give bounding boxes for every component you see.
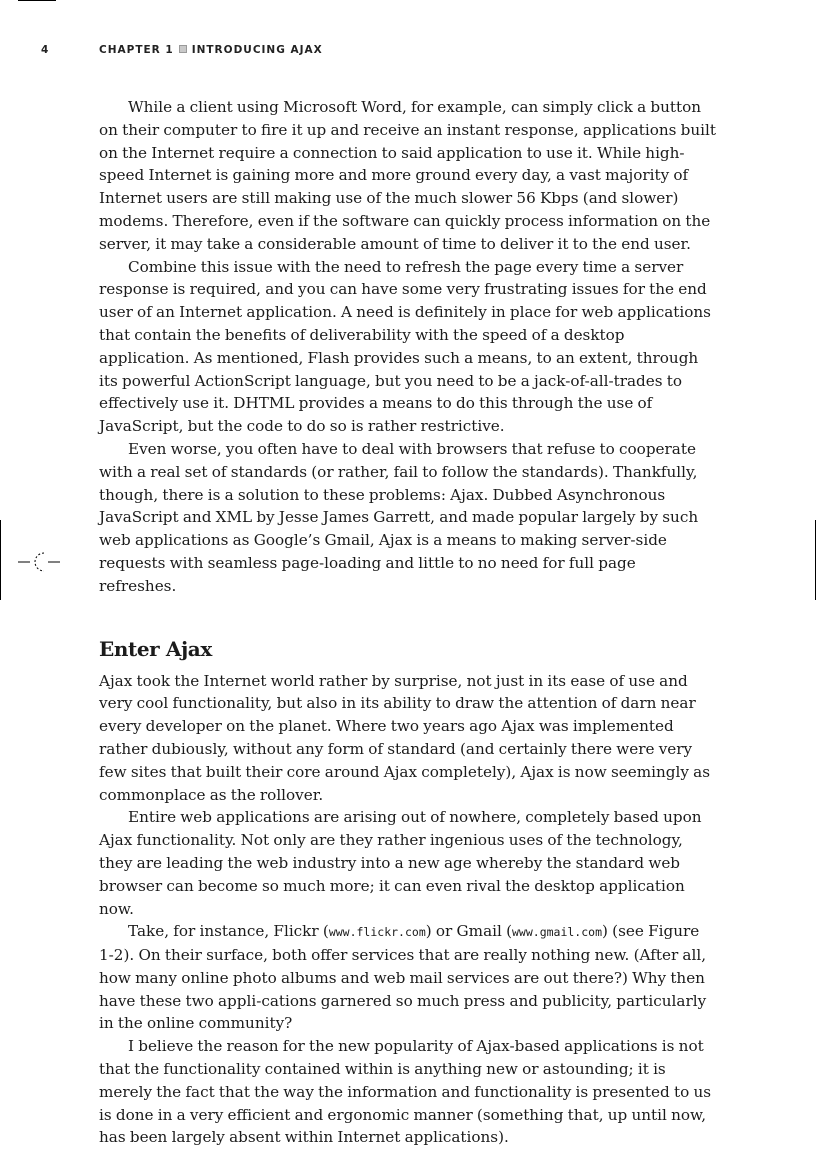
separator-square-icon — [179, 45, 187, 53]
paragraph: Combine this issue with the need to refresh the page every time a server response is required, and you can have some very frustrating issues for the end user of an Internet application. A need is definitely in place for web applications that contain the benefits of deliverability with the speed of a desktop application. As mentioned, Flash provides such a means, to an extent, through its powerful ActionScript language, but you need to be a jack-of-all-trades to effectively use it. DHTML provides a means to do this through the use of JavaScript, but the code to do so is rather restrictive. — [99, 257, 711, 436]
paragraph-text: ) or Gmail ( — [425, 922, 512, 941]
paragraph: Ajax took the Internet world rather by surprise, not just in its ease of use and very cool functionality, but also in its ability to draw the attention of darn near every developer on the planet. Where two years ago Ajax was implemented rather dubiously, without any form of standard (and certainly there were very few sites that built their core around Ajax completely), Ajax is now seemingly as commonplace as the rollover. — [99, 671, 710, 804]
chapter-heading — [99, 44, 323, 56]
paragraph-text: ) (see Figure 1-2). On their surface, both offer services that are really nothing new. (After all, how many online photo albums and web mail services are out there?) Why then have these two appli-cations garnered so much press and publicity, particularly in the online community? — [99, 922, 707, 1033]
paragraph: I believe the reason for the new popularity of Ajax-based applications is not that the functionality contained within is anything new or astounding; it is merely the fact that the way the information and functionality is presented to us is done in a very efficient and ergonomic manner (something that, up until now, has been largely absent within Internet applications). — [99, 1037, 712, 1147]
paragraph-text: Take, for instance, Flickr ( — [128, 922, 329, 941]
paragraph — [99, 920, 717, 1035]
paragraph: While a client using Microsoft Word, for example, can simply click a button on their computer to fire it up and receive an instant response, applications built on the Internet require a connection to said application to use it. While high-speed Internet is gaining more and more ground every day, a vast majority of Internet users are still making use of the much slower 56 Kbps (and slower) modems. Therefore, even if the software can quickly process information on the server, it may take a considerable amount of time to deliver it to the end user. — [99, 98, 716, 253]
page-number: 4 — [41, 44, 50, 56]
chapter-label: CHAPTER 1 — [99, 44, 174, 56]
page-body — [99, 96, 717, 1149]
chapter-title: INTRODUCING AJAX — [191, 44, 323, 56]
paragraph: Entire web applications are arising out of nowhere, completely based upon Ajax functionality. Not only are they rather ingenious uses of the technology, they are leading the web industry into a new age whereby the standard web browser can become so much more; it can even rival the desktop application now. — [99, 808, 702, 918]
registration-mark-icon — [18, 549, 62, 575]
crop-mark-left — [0, 520, 1, 600]
running-header — [0, 44, 816, 58]
gmail-url: www.gmail.com — [512, 925, 603, 940]
crop-mark-top — [18, 0, 56, 1]
flickr-url: www.flickr.com — [328, 925, 426, 940]
paragraph: Even worse, you often have to deal with browsers that refuse to cooperate with a real set of standards (or rather, fail to follow the standards). Thankfully, though, there is a solution to these problems: Ajax. Dubbed Asynchronous JavaScript and XML by Jesse James Garrett, and made popular largely by such web applications as Google’s Gmail, Ajax is a means to making server-side requests with seamless page-loading and little to no need for full page refreshes. — [99, 439, 699, 595]
section-heading: Enter Ajax — [99, 636, 212, 661]
